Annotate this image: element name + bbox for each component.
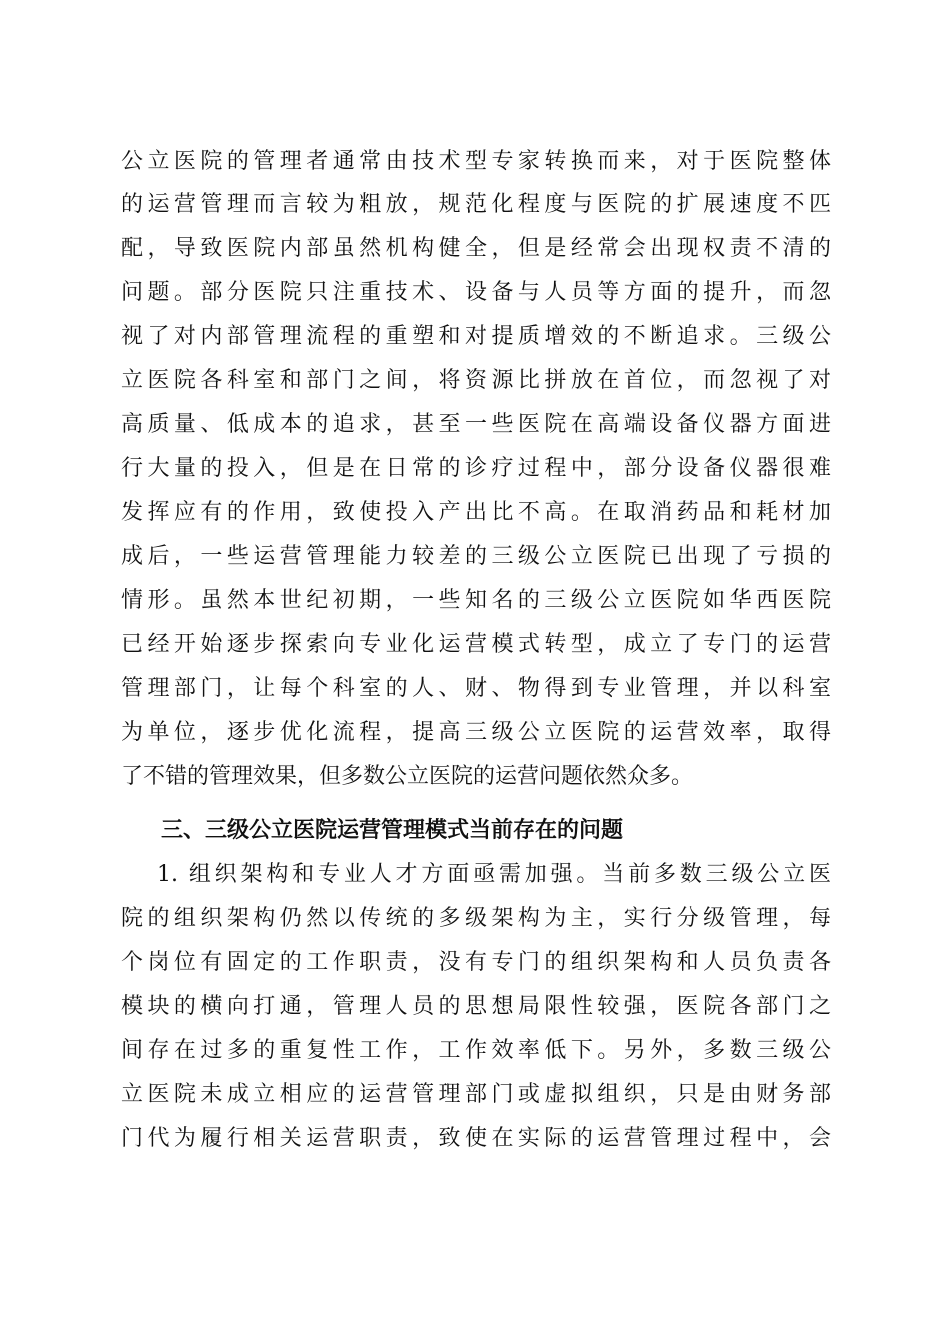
paragraph-line: 发挥应有的作用，致使投入产出比不高。在取消药品和耗材加: [121, 500, 831, 525]
paragraph-line: 问题。部分医院只注重技术、设备与人员等方面的提升，而忽: [121, 280, 831, 305]
paragraph-line: 成后，一些运营管理能力较差的三级公立医院已出现了亏损的: [121, 544, 831, 569]
paragraph-line: 了不错的管理效果，但多数公立医院的运营问题依然众多。: [121, 764, 694, 789]
paragraph-line: 视了对内部管理流程的重塑和对提质增效的不断追求。三级公: [121, 324, 831, 349]
paragraph-line: 公立医院的管理者通常由技术型专家转换而来，对于医院整体: [121, 149, 831, 174]
paragraph-line: 个岗位有固定的工作职责，没有专门的组织架构和人员负责各: [121, 950, 831, 975]
paragraph-line: 模块的横向打通，管理人员的思想局限性较强，医院各部门之: [121, 994, 831, 1019]
paragraph-line: 1. 组织架构和专业人才方面亟需加强。当前多数三级公立医: [157, 862, 831, 887]
paragraph-line: 管理部门，让每个科室的人、财、物得到专业管理，并以科室: [121, 676, 831, 701]
paragraph-line: 立医院未成立相应的运营管理部门或虚拟组织，只是由财务部: [121, 1082, 831, 1107]
paragraph-line: 立医院各科室和部门之间，将资源比拼放在首位，而忽视了对: [121, 368, 831, 393]
paragraph-line: 高质量、低成本的追求，甚至一些医院在高端设备仪器方面进: [121, 412, 831, 437]
section-heading: 三、三级公立医院运营管理模式当前存在的问题: [161, 818, 624, 843]
paragraph-line: 情形。虽然本世纪初期，一些知名的三级公立医院如华西医院: [121, 588, 831, 613]
paragraph-line: 门代为履行相关运营职责，致使在实际的运营管理过程中，会: [121, 1126, 831, 1151]
paragraph-line: 已经开始逐步探索向专业化运营模式转型，成立了专门的运营: [121, 632, 831, 657]
paragraph-line: 院的组织架构仍然以传统的多级架构为主，实行分级管理，每: [121, 906, 831, 931]
paragraph-line: 为单位，逐步优化流程，提高三级公立医院的运营效率，取得: [121, 720, 831, 745]
paragraph-line: 配，导致医院内部虽然机构健全，但是经常会出现权责不清的: [121, 236, 831, 261]
paragraph-line: 的运营管理而言较为粗放，规范化程度与医院的扩展速度不匹: [121, 192, 831, 217]
paragraph-line: 行大量的投入，但是在日常的诊疗过程中，部分设备仪器很难: [121, 456, 831, 481]
paragraph-line: 间存在过多的重复性工作，工作效率低下。另外，多数三级公: [121, 1038, 831, 1063]
